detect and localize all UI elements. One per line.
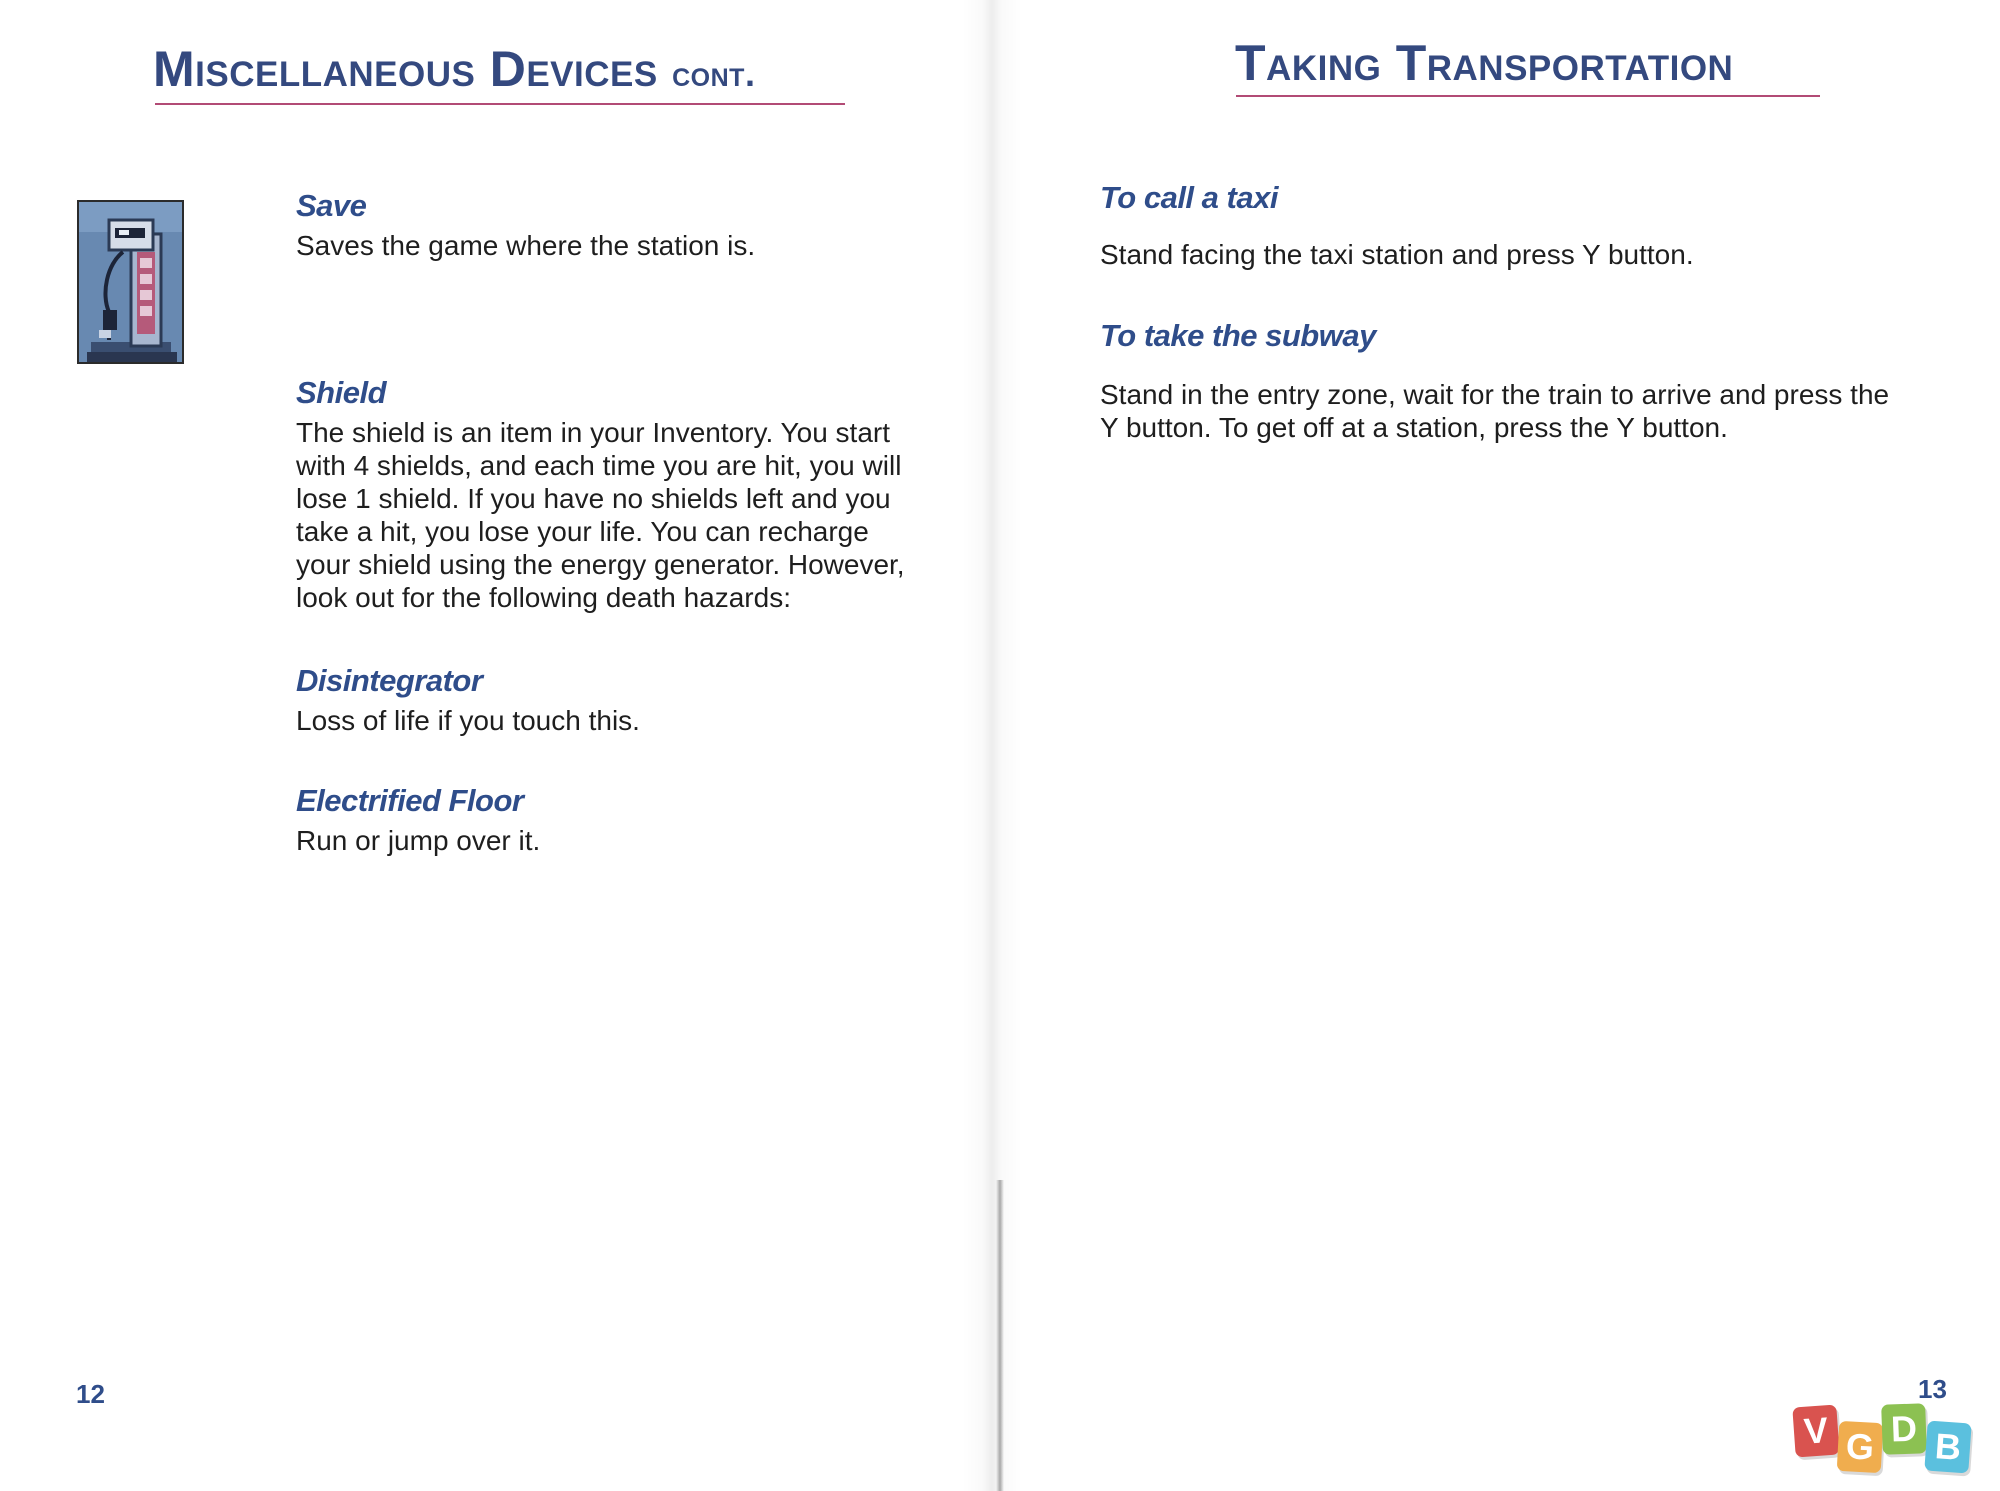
text-line: with 4 shields, and each time you are hit, you will — [296, 450, 902, 481]
text-line: Saves the game where the station is. — [296, 230, 756, 261]
text-line: your shield using the energy generator. However, — [296, 549, 905, 580]
text-line: Stand facing the taxi station and press Y button. — [1100, 239, 1694, 270]
right-page-number: 13 — [1918, 1374, 1947, 1404]
logo-tile-g: G — [1837, 1421, 1884, 1473]
logo-tile-d: D — [1881, 1403, 1927, 1455]
shield-description — [296, 416, 905, 614]
right-page — [990, 0, 2000, 1491]
text-line: look out for the following death hazards: — [296, 582, 791, 613]
left-page-heading — [153, 40, 755, 98]
left-page-number: 12 — [76, 1379, 105, 1409]
left-page — [0, 0, 990, 1491]
electrified-floor-title: Electrified Floor — [296, 783, 524, 818]
text-line: Run or jump over it. — [296, 825, 541, 856]
heading-main: Miscellaneous Devices — [153, 41, 658, 97]
save-title: Save — [296, 188, 367, 223]
taxi-description — [1100, 238, 1694, 271]
logo-tile-b: B — [1924, 1421, 1971, 1474]
save-description — [296, 229, 755, 262]
left-heading-rule — [155, 103, 845, 105]
right-page-heading: Taking Transportation — [1235, 35, 1734, 91]
shield-title: Shield — [296, 375, 387, 410]
disintegrator-description — [296, 704, 640, 737]
disintegrator-title: Disintegrator — [296, 663, 483, 698]
text-line: Loss of life if you touch this. — [296, 705, 640, 736]
taxi-title: To call a taxi — [1100, 180, 1278, 215]
text-line: Y button. To get off at a station, press the Y button. — [1100, 412, 1728, 443]
electrified-floor-description — [296, 824, 540, 857]
text-line: take a hit, you lose your life. You can recharge — [296, 516, 869, 547]
save-station-icon — [77, 200, 184, 364]
subway-description — [1100, 378, 1889, 444]
save-station-sprite — [79, 202, 182, 362]
subway-title: To take the subway — [1100, 318, 1376, 353]
logo-tile-v: V — [1792, 1405, 1839, 1458]
text-line: Stand in the entry zone, wait for the train to arrive and press the — [1100, 379, 1890, 410]
text-line: The shield is an item in your Inventory. You start — [296, 417, 891, 448]
heading-suffix: cont. — [672, 53, 756, 94]
vgdb-logo — [1790, 1400, 1990, 1480]
right-heading-rule — [1236, 95, 1820, 97]
text-line: lose 1 shield. If you have no shields left and you — [296, 483, 891, 514]
